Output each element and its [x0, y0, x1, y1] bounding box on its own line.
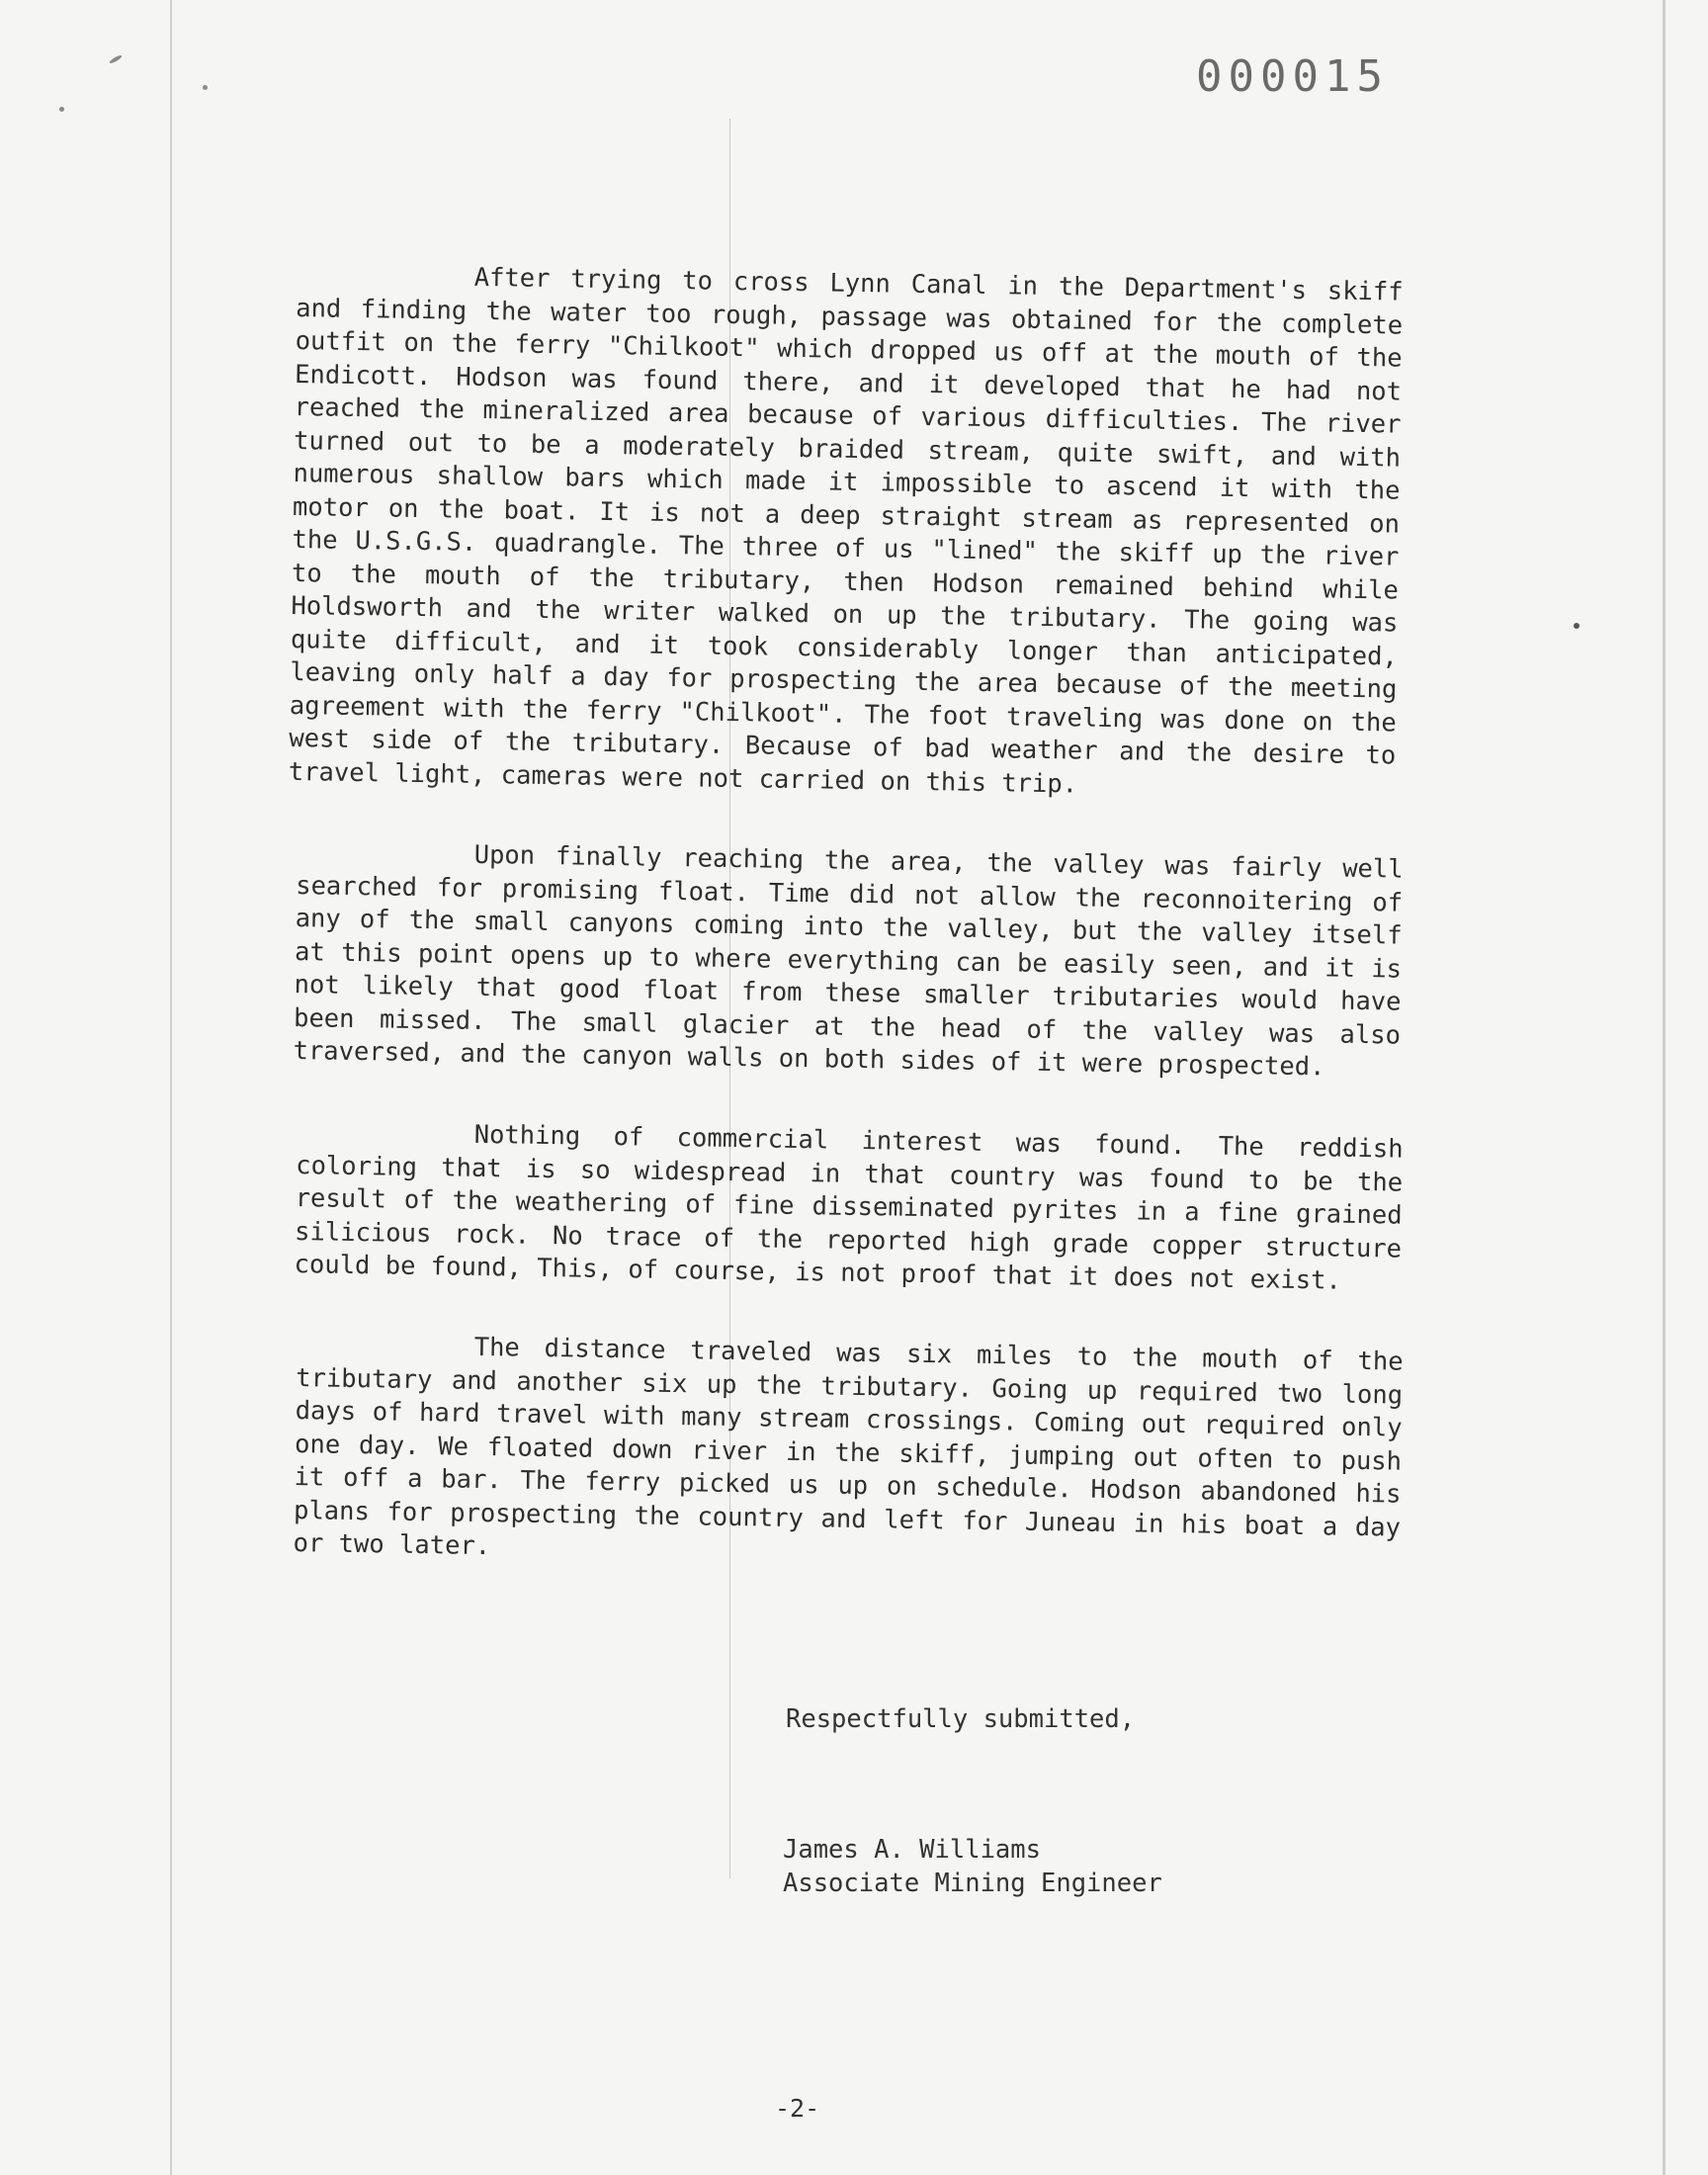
letter-body: [288, 259, 1404, 1609]
page-number: -2-: [775, 2094, 820, 2123]
speck-mark: [109, 54, 123, 64]
paragraph-3: Nothing of commercial interest was found. The reddish coloring that is so widespread in that country was found to be the result of the weathering of fine disseminated pyrites in a fine grained silicious rock. No trace of the reported high grade copper structure could be found, This, of course, is not proof that it does not exist.: [294, 1119, 1404, 1296]
speck-mark: [1574, 623, 1580, 629]
page-edge-right: [1663, 0, 1665, 2175]
document-stamp-number: 000015: [1196, 51, 1389, 102]
closing-line: Respectfully submitted,: [786, 1704, 1136, 1734]
faint-bleedthrough-mark: [245, 47, 269, 87]
speck-mark: [59, 107, 64, 112]
paragraph-1: After trying to cross Lynn Canal in the Department's skiff and finding the water too rough, passage was obtained for the complete outfit on the ferry "Chilkoot" which dropped us off at the mouth of the Endicott. Hodson was found there, and it developed that he had not reached the mineralized area because of various difficulties. The river turned out to be a moderately braided stream, quite swift, and with numerous shallow bars which made it impossible to ascend it with the motor on the boat. It is not a deep straight stream as represented on the U.S.G.S. quadrangle. The three of us "lined" the skiff up the river to the mouth of the tributary, then Hodson remained behind while Holdsworth and the writer walked on up the tributary. The going was quite difficult, and it took considerably longer than anticipated, leaving only half a day for prospecting the area because of the meeting agreement with the ferry "Chilkoot". The foot traveling was done on the west side of the tributary. Because of bad weather and the desire to travel light, cameras were not carried on this trip.: [288, 262, 1404, 799]
page-edge-left: [170, 0, 172, 2175]
signature-title: Associate Mining Engineer: [783, 1869, 1162, 1898]
paragraph-2: Upon finally reaching the area, the valley was fairly well searched for promising float. Time did not allow the reconnoitering of any of the small canyons coming into the valley, but the valley itself at this point opens up to where everything can be easily seen, and it is not likely that good float from these smaller tributaries would have been missed. The small glacier at the head of the valley was also traversed, and the canyon walls on both sides of it were prospected.: [293, 839, 1404, 1083]
speck-mark: [203, 85, 208, 90]
paragraph-4: The distance traveled was six miles to the mouth of the tributary and another six up the tributary. Going up required two long days of hard travel with many stream crossings. Coming out required only one day. We floated down river in the skiff, jumping out often to push it off a bar. The ferry picked us up on schedule. Hodson abandoned his plans for prospecting the country and left for Juneau in his boat a day or two later.: [293, 1332, 1404, 1562]
signature-name: James A. Williams: [783, 1835, 1041, 1865]
